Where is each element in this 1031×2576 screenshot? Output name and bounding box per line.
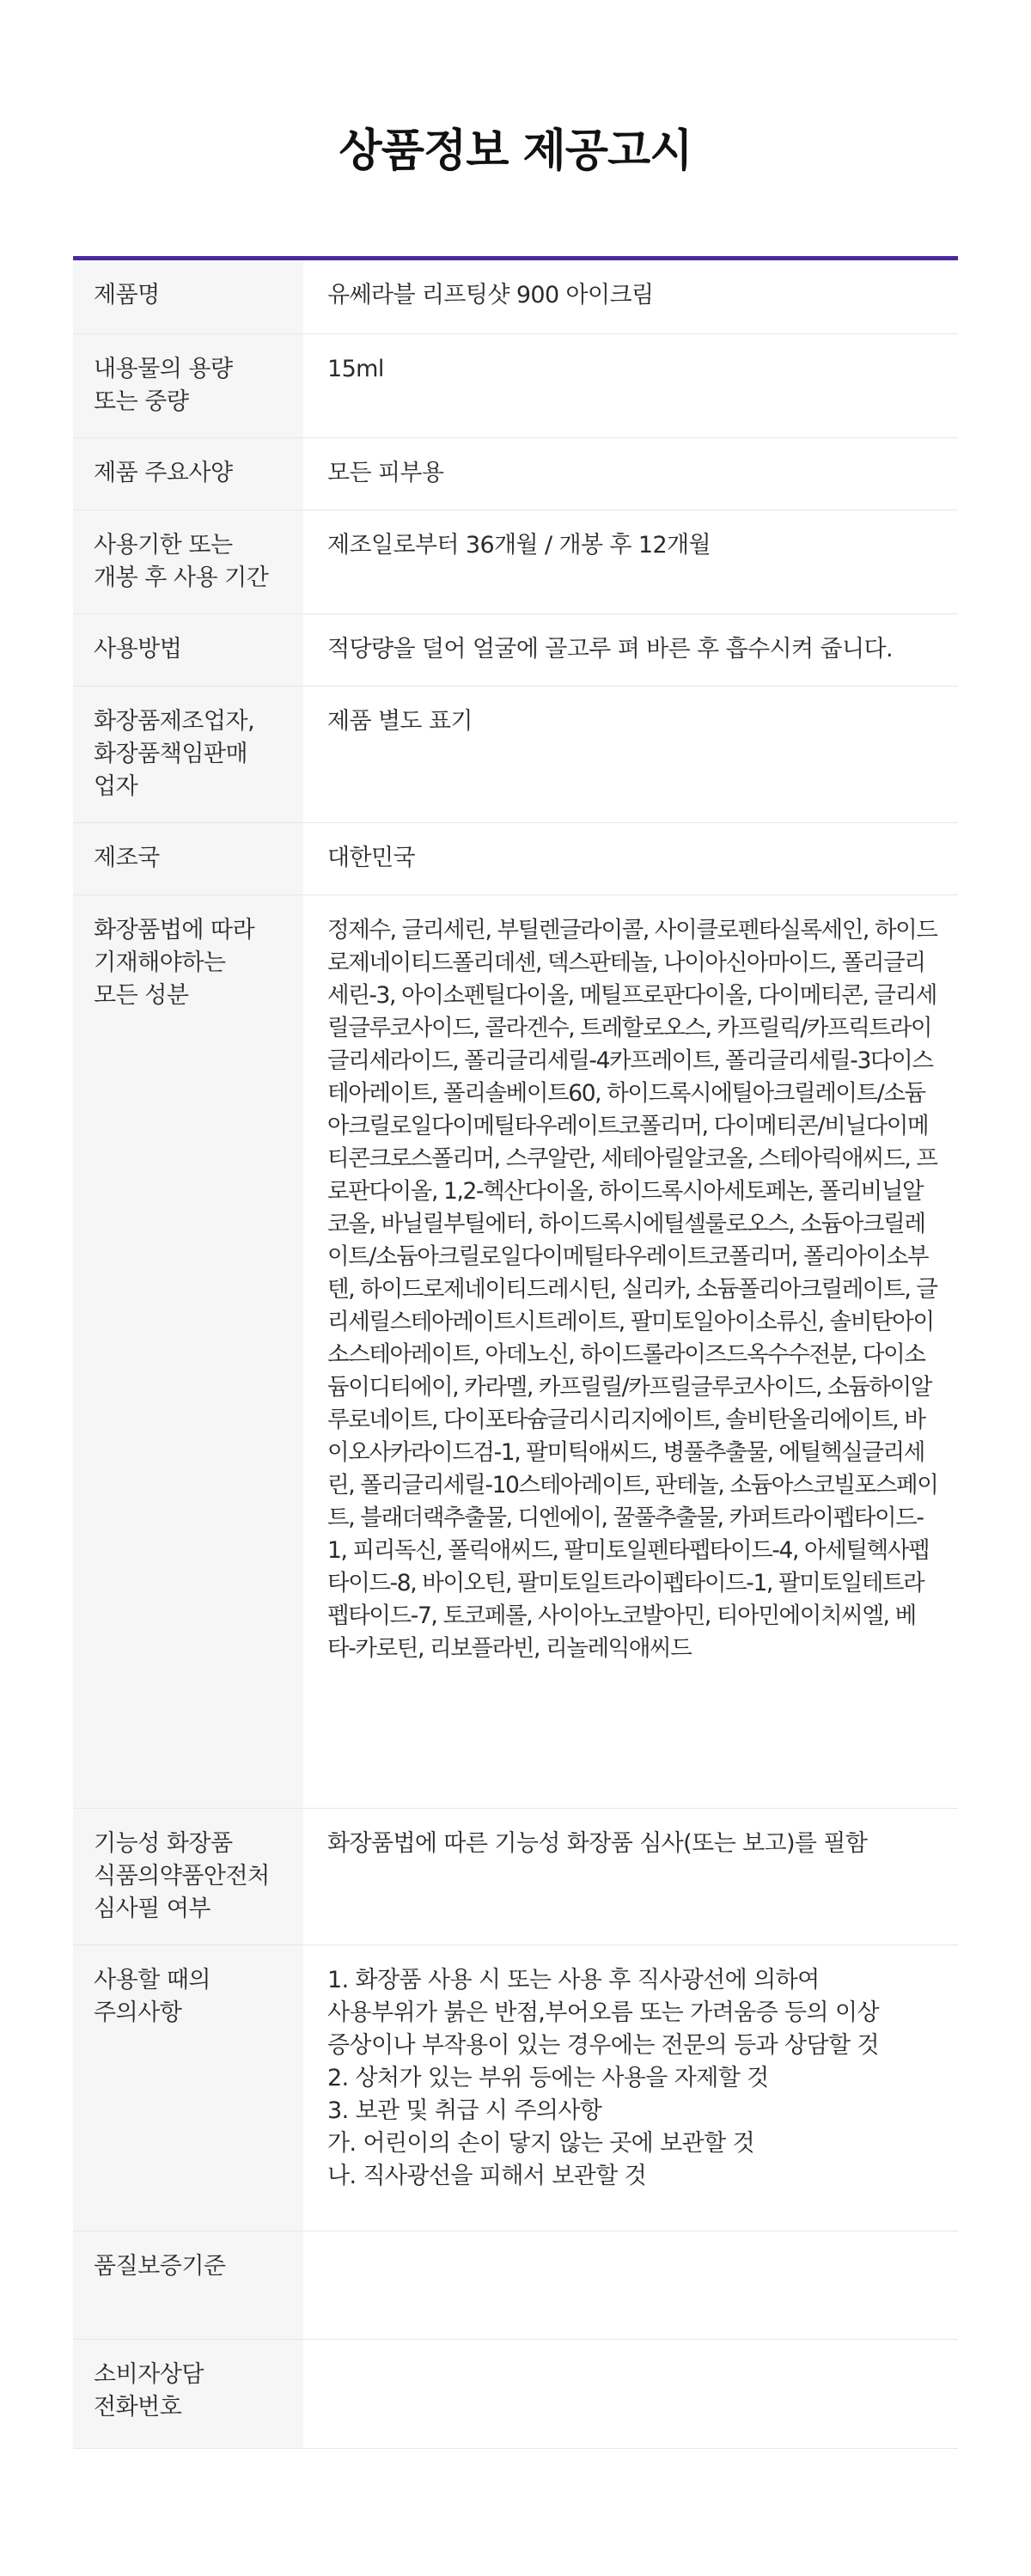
row-label: 품질보증기준 [73,2231,303,2339]
row-value: 모든 피부용 [327,460,444,486]
row-value: 1. 화장품 사용 시 또는 사용 후 직사광선에 의하여 사용부위가 붉은 반점,부어오름 또는 가려움증 등의 이상 증상이나 부작용이 있는 경우에는 전문의 등과 상담할 것 2. 상처가 있는 부위 등에는 사용을 자제할 것 3. 보관 및 취급 시 주의사항 가. 어린이의 손이 닿지 않는 곳에 보관할 것 나. 직사광선을 피해서 보관할 것 [327,1967,879,2189]
row-label: 화장품제조업자, 화장품책임판매 업자 [73,687,303,822]
row-volume [73,334,958,438]
row-product-name [73,260,958,334]
row-value: 제조일로부터 36개월 / 개봉 후 12개월 [327,532,711,559]
row-manufacturer [73,687,958,823]
page-title: 상품정보 제공고시 [339,125,692,177]
product-info-table [73,256,958,2449]
row-value: 정제수, 글리세린, 부틸렌글라이콜, 사이클로펜타실록세인, 하이드로제네이티드폴리데센, 덱스판테놀, 나이아신아마이드, 폴리글리세린-3, 아이소펜틸다이올, 메틸프로판다이올, 다이메티콘, 글리세릴글루코사이드, 콜라겐수, 트레할로오스, 카프릴릭/카프릭트라이글리세라이드, 폴리글리세릴-4카프레이트, 폴리글리세릴-3다이스테아레이트, 폴리솔베이트60, 하이드록시에틸아크릴레이트/소듐아크릴로일다이메틸타우레이트코폴리머, 다이메티콘/비닐다이메티콘크로스폴리머, 스쿠알란, 세테아릴알코올, 스테아릭애씨드, 프로판다이올, 1,2-헥산다이올, 하이드록시아세토페논, 폴리비닐알코올, 바닐릴부틸에터, 하이드록시에틸셀룰로오스, 소듐아크릴레이트/소듐아크릴로일다이메틸타우레이트코폴리머, 폴리아이소부텐, 하이드로제네이티드레시틴, 실리카, 소듐폴리아크릴레이트, 글리세릴스테아레이트시트레이트, 팔미토일아이소류신, 솔비탄아이소스테아레이트, 아데노신, 하이드롤라이즈드옥수수전분, 다이소듐이디티에이, 카라멜, 카프릴릴/카프릴글루코사이드, 소듐하이알루로네이트, 다이포타슘글리시리지에이트, 솔비탄올리에이트, 바이오사카라이드검-1, 팔미틱애씨드, 병풀추출물, 에틸헥실글리세린, 폴리글리세릴-10스테아레이트, 판테놀, 소듐아스코빌포스페이트, 블래더랙추출물, 디엔에이, 꿀풀추출물, 카퍼트라이펩타이드-1, 피리독신, 폴릭애씨드, 팔미토일펜타펩타이드-4, 아세틸헥사펩타이드-8, 바이오틴, 팔미토일트라이펩타이드-1, 팔미토일테트라펩타이드-7, 토코페롤, 사이아노코발아민, 티아민에이치씨엘, 베타-카로틴, 리보플라빈, 리놀레익애씨드 [327,917,938,1662]
row-value: 유쎄라블 리프팅샷 900 아이크림 [327,282,654,308]
row-quality-standard [73,2231,958,2340]
row-value: 제품 별도 표기 [327,708,473,735]
row-ingredients [73,895,958,1809]
row-functional-approval [73,1809,958,1945]
row-label: 내용물의 용량 또는 중량 [73,334,303,437]
row-label: 소비자상담 전화번호 [73,2340,303,2448]
row-expiry [73,510,958,614]
row-label: 사용할 때의 주의사항 [73,1945,303,2231]
row-label: 기능성 화장품 식품의약품안전처 심사필 여부 [73,1809,303,1944]
row-label: 제조국 [73,823,303,894]
row-value [303,2340,958,2448]
row-value [303,2231,958,2339]
row-label: 제품명 [73,260,303,333]
row-label: 제품 주요사양 [73,438,303,510]
row-main-spec [73,438,958,510]
row-customer-phone [73,2340,958,2449]
row-label: 화장품법에 따라 기재해야하는 모든 성분 [73,895,303,1808]
row-label: 사용방법 [73,614,303,686]
row-value: 화장품법에 따른 기능성 화장품 심사(또는 보고)를 필함 [327,1830,868,1857]
row-usage [73,614,958,687]
row-value: 적당량을 덜어 얼굴에 골고루 펴 바른 후 흡수시켜 줍니다. [327,636,893,662]
row-label: 사용기한 또는 개봉 후 사용 기간 [73,510,303,613]
row-value: 대한민국 [327,845,415,871]
row-value: 15ml [327,356,384,382]
row-precautions [73,1945,958,2231]
row-country [73,823,958,895]
